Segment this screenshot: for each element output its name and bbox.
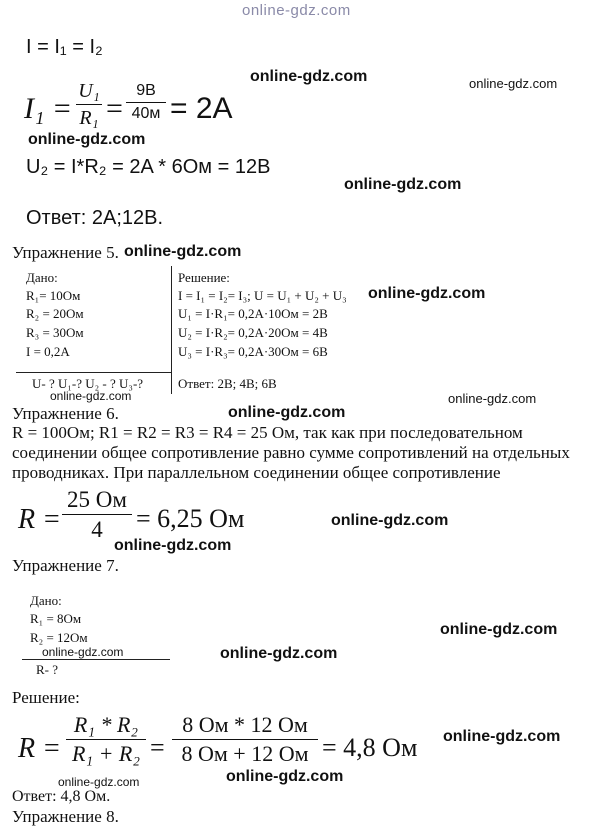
ex5-divider-vertical [171,266,172,394]
answer-1: Ответ: 2A;12B. [26,207,164,229]
i1-result: = 2A [170,92,233,125]
watermark: online-gdz.com [58,775,140,789]
ex7-numerator-numeric: 8 Ом * 12 Ом [182,712,308,737]
ex7-given-item: R₂ = 12Ом [30,630,88,645]
watermark: online-gdz.com [50,389,132,403]
ex7-equals: = [150,733,165,762]
watermark-top: online-gdz.com [242,2,351,19]
ex6-formula-lhs: R = [18,504,61,535]
ex5-find: U- ? U₁-? U₂ - ? U₃-? [32,376,144,391]
watermark: online-gdz.com [250,68,368,85]
watermark: online-gdz.com [331,512,449,529]
ex7-denominator-numeric: 8 Ом + 12 Ом [181,741,309,767]
ex6-text-line: R = 100Ом; R1 = R2 = R3 = R4 = 25 Ом, так как при последовательном [12,423,523,442]
ex6-text-line: соединении общее сопротивление равно сумме сопротивлений на отдельных [12,443,570,462]
ex7-divider [22,659,170,660]
i1-fraction-2 [126,82,166,122]
i1-numerator-1: U₁ [78,80,100,102]
ex5-given-item: R₁= 10Ом [26,288,81,303]
ex5-given-label: Дано: [26,270,58,285]
watermark: online-gdz.com [344,176,462,193]
currents-equation: I = I₁ = I₂ [26,36,103,58]
i1-numerator-2: 9B [136,82,156,99]
exercise-8-title: Упражнение 8. [12,807,119,826]
watermark: online-gdz.com [469,76,558,91]
watermark: online-gdz.com [42,645,124,659]
watermark: online-gdz.com [114,537,232,554]
ex7-solution-label: Решение: [12,688,80,707]
ex5-divider-horizontal [16,372,171,373]
watermark: online-gdz.com [124,243,242,260]
i1-equals: = [106,92,123,125]
ex7-fraction-symbolic [66,713,146,766]
ex7-given-item: R₁ = 8Ом [30,611,82,626]
ex7-fraction-numeric [172,713,318,766]
exercise-6-title: Упражнение 6. [12,404,119,423]
i1-denominator-1: R₁ [79,107,99,129]
ex5-solution-line: I = I₁ = I₂= I₃; U = U₁ + U₂ + U₃ [178,288,347,303]
ex5-solution-label: Решение: [178,270,230,285]
ex6-formula-rhs: = 6,25 Ом [136,504,245,533]
ex7-denominator-symbolic: R₁ + R₂ [71,741,141,767]
ex7-find: R- ? [36,662,59,677]
ex7-given-label: Дано: [30,593,62,608]
i1-lhs: I₁ = [24,92,73,125]
ex6-text-line: проводниках. При параллельном соединении общее сопротивление [12,463,501,482]
u2-equation: U₂ = I*R₂ = 2A * 6Ом = 12B [26,156,271,178]
exercise-5-title: Упражнение 5. [12,243,119,262]
watermark: online-gdz.com [443,728,561,745]
i1-fraction-1 [76,80,102,129]
ex7-formula-rhs: = 4,8 Ом [322,733,418,762]
watermark: online-gdz.com [368,285,486,302]
ex5-given-item: I = 0,2A [26,344,70,359]
ex5-answer: Ответ: 2B; 4B; 6B [178,376,277,391]
exercise-7-title: Упражнение 7. [12,556,119,575]
ex6-numerator: 25 Ом [67,487,127,512]
ex5-solution-line: U₂ = I·R₂= 0,2A·20Ом = 4B [178,325,328,340]
i1-denominator-2: 40м [131,104,161,122]
ex5-given-item: R₂ = 20Ом [26,306,84,321]
ex5-solution-line: U₃ = I·R₃= 0,2A·30Ом = 6B [178,344,328,359]
ex5-given-item: R₃ = 30Ом [26,325,84,340]
ex7-numerator-symbolic: R₁ * R₂ [73,712,139,737]
watermark: online-gdz.com [226,768,344,785]
ex6-fraction [62,487,132,543]
watermark: online-gdz.com [448,391,537,406]
watermark: online-gdz.com [28,131,146,148]
ex7-answer: Ответ: 4,8 Ом. [12,788,111,805]
ex5-solution-line: U₁ = I·R₁= 0,2A·10Ом = 2B [178,306,328,321]
watermark: online-gdz.com [440,621,558,638]
watermark: online-gdz.com [220,645,338,662]
ex6-denominator: 4 [91,517,103,543]
watermark: online-gdz.com [228,404,346,421]
ex7-formula-lhs: R = [18,733,61,764]
